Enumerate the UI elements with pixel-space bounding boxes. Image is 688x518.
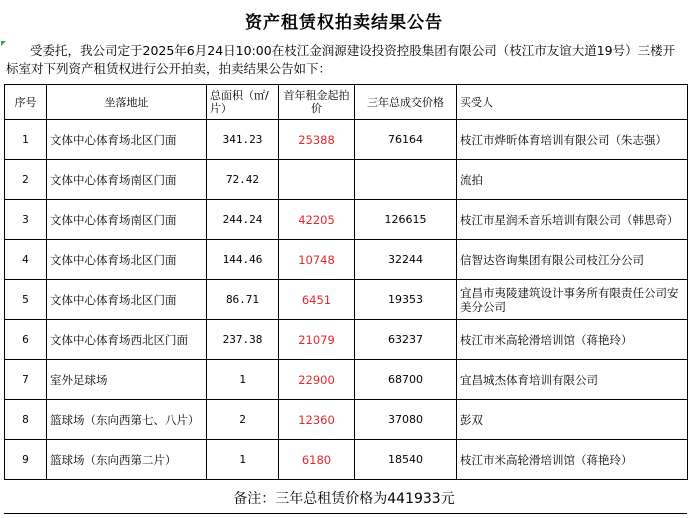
cell-start-rent: 6180: [279, 440, 355, 480]
cell-buyer: 宜昌城杰体育培训有限公司: [457, 360, 688, 400]
table-row: [5, 280, 688, 320]
cell-no: 7: [5, 360, 47, 400]
header-buyer: 买受人: [457, 85, 688, 120]
cell-start-rent: 25388: [279, 120, 355, 160]
header-location: 坐落地址: [47, 85, 207, 120]
table-row: [5, 360, 688, 400]
cell-total-price: 37080: [355, 400, 457, 440]
cell-location: 篮球场（东向西第二片）: [47, 440, 207, 480]
table-row: [5, 120, 688, 160]
table-row: [5, 160, 688, 200]
header-no: 序号: [5, 85, 47, 120]
cell-buyer: 枝江市米高轮滑培训馆（蒋艳玲）: [457, 440, 688, 480]
cell-area: 1: [207, 440, 279, 480]
cell-no: 5: [5, 280, 47, 320]
footer-note: 备注：三年总租赁价格为441933元: [233, 491, 455, 507]
cell-area: 2: [207, 400, 279, 440]
cell-location: 文体中心体育场北区门面: [47, 280, 207, 320]
cell-total-price: [355, 160, 457, 200]
table-row: [5, 240, 688, 280]
cell-buyer: 枝江市星润禾音乐培训有限公司（韩思奇）: [457, 200, 688, 240]
table-row: [5, 200, 688, 240]
cell-location: 文体中心体育场北区门面: [47, 240, 207, 280]
cell-start-rent: 6451: [279, 280, 355, 320]
cell-buyer: 彭双: [457, 400, 688, 440]
cell-area: 144.46: [207, 240, 279, 280]
cell-no: 6: [5, 320, 47, 360]
table-header-row: [5, 85, 688, 120]
table-row: [5, 440, 688, 480]
cell-no: 8: [5, 400, 47, 440]
cell-buyer: 枝江市米高轮滑培训馆（蒋艳玲）: [457, 320, 688, 360]
results-table: [4, 84, 688, 480]
page-title: 资产租赁权拍卖结果公告: [245, 13, 443, 33]
cell-location: 篮球场（东向西第七、八片）: [47, 400, 207, 440]
cell-total-price: 19353: [355, 280, 457, 320]
header-total-price: 三年总成交价格: [355, 85, 457, 120]
cell-location: 文体中心体育场北区门面: [47, 120, 207, 160]
cell-total-price: 126615: [355, 200, 457, 240]
cell-buyer: 宜昌市夷陵建筑设计事务所有限责任公司安美分公司: [457, 280, 688, 320]
cell-total-price: 32244: [355, 240, 457, 280]
cell-total-price: 76164: [355, 120, 457, 160]
cell-no: 1: [5, 120, 47, 160]
cell-area: 341.23: [207, 120, 279, 160]
table-row: [5, 320, 688, 360]
table-row: [5, 400, 688, 440]
cell-area: 244.24: [207, 200, 279, 240]
intro-paragraph: 受委托，我公司定于2025年6月24日10:00在枝江金润源建设投资控股集团有限公司（枝江市友谊大道19号）三楼开标室对下列资产租赁权进行公开拍卖，拍卖结果公告如下：: [6, 43, 676, 76]
cell-start-rent: [279, 160, 355, 200]
cell-no: 2: [5, 160, 47, 200]
cell-buyer: 枝江市烨昕体育培训有限公司（朱志强）: [457, 120, 688, 160]
cell-no: 4: [5, 240, 47, 280]
footer-divider: [4, 513, 687, 514]
cell-area: 86.71: [207, 280, 279, 320]
cell-start-rent: 21079: [279, 320, 355, 360]
cell-buyer: 信智达咨询集团有限公司枝江分公司: [457, 240, 688, 280]
cell-total-price: 68700: [355, 360, 457, 400]
header-area: 总面积（㎡/片）: [207, 85, 279, 120]
cell-location: 室外足球场: [47, 360, 207, 400]
cell-no: 3: [5, 200, 47, 240]
cell-start-rent: 42205: [279, 200, 355, 240]
cell-buyer: 流拍: [457, 160, 688, 200]
cell-location: 文体中心体育场南区门面: [47, 160, 207, 200]
cell-area: 1: [207, 360, 279, 400]
cell-location: 文体中心体育场西北区门面: [47, 320, 207, 360]
cell-area: 72.42: [207, 160, 279, 200]
cell-total-price: 63237: [355, 320, 457, 360]
cell-area: 237.38: [207, 320, 279, 360]
cell-start-rent: 22900: [279, 360, 355, 400]
cell-start-rent: 10748: [279, 240, 355, 280]
cell-no: 9: [5, 440, 47, 480]
cell-total-price: 18540: [355, 440, 457, 480]
header-start-rent: 首年租金起拍价: [279, 85, 355, 120]
cell-location: 文体中心体育场南区门面: [47, 200, 207, 240]
cell-start-rent: 12360: [279, 400, 355, 440]
